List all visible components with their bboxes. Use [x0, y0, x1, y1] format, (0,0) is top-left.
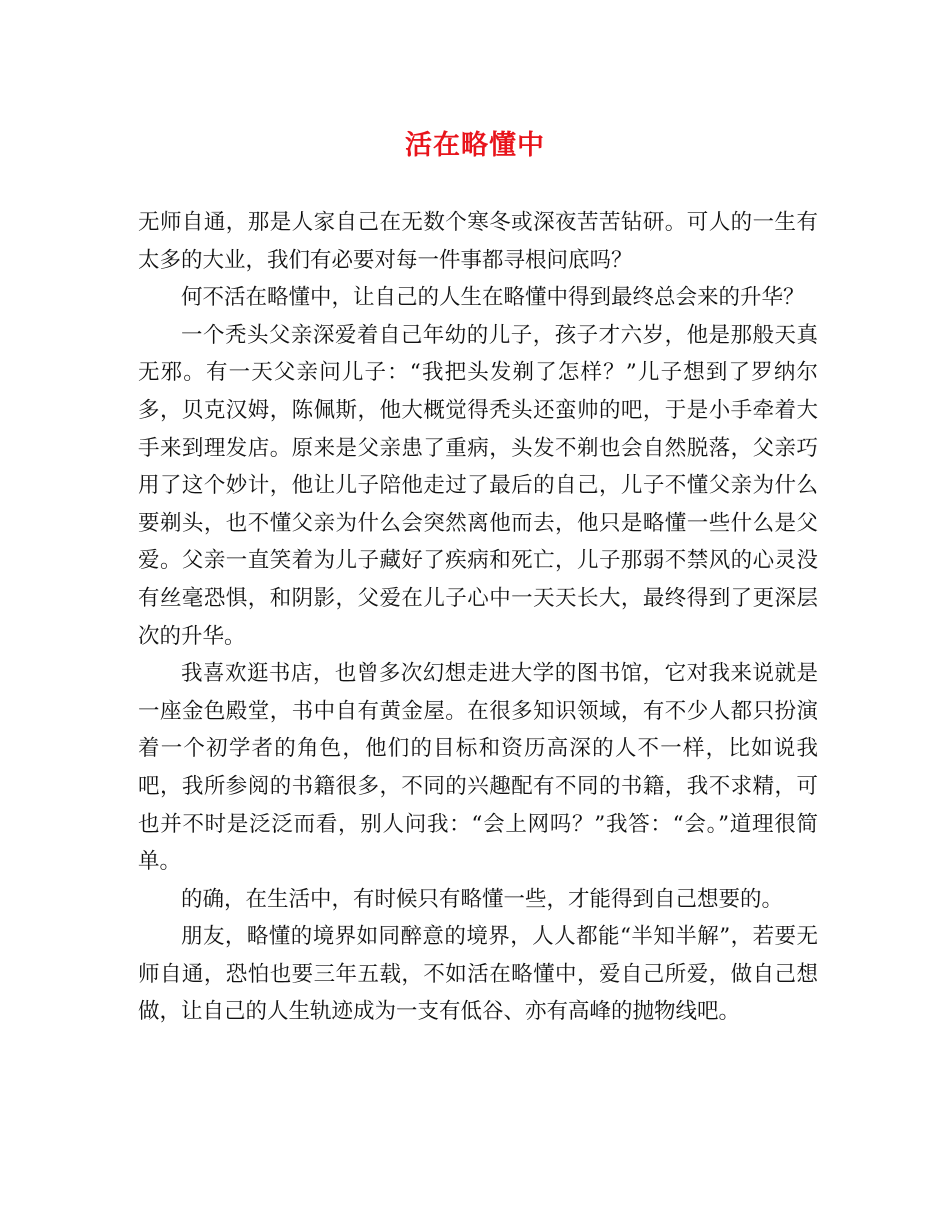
document-body — [138, 204, 818, 1031]
paragraph-4: 我喜欢逛书店，也曾多次幻想走进大学的图书馆，它对我来说就是一座金色殿堂，书中自有黄金屋。在很多知识领域，有不少人都只扮演着一个初学者的角色，他们的目标和资历高深的人不一样，比如说我吧，我所参阅的书籍很多，不同的兴趣配有不同的书籍，我不求精，可也并不时是泛泛而看，别人问我：“会上网吗？”我答：“会。”道理很简单。 — [138, 661, 818, 875]
paragraph-2: 何不活在略懂中，让自己的人生在略懂中得到最终总会来的升华？ — [181, 285, 805, 311]
paragraph-6: 朋友，略懂的境界如同醉意的境界，人人都能“半知半解”，若要无师自通，恐怕也要三年五载，不如活在略懂中，爱自己所爱，做自己想做，让自己的人生轨迹成为一支有低谷、亦有高峰的抛物线吧。 — [138, 924, 818, 1025]
paragraph-3: 一个秃头父亲深爱着自己年幼的儿子，孩子才六岁，他是那般天真无邪。有一天父亲问儿子：“我把头发剃了怎样？”儿子想到了罗纳尔多，贝克汉姆，陈佩斯，他大概觉得秃头还蛮帅的吧，于是小手牵着大手来到理发店。原来是父亲患了重病，头发不剃也会自然脱落，父亲巧用了这个妙计，他让儿子陪他走过了最后的自己，儿子不懂父亲为什么要剃头，也不懂父亲为什么会突然离他而去，他只是略懂一些什么是父爱。父亲一直笑着为儿子藏好了疾病和死亡，儿子那弱不禁风的心灵没有丝毫恐惧，和阴影，父爱在儿子心中一天天长大，最终得到了更深层次的升华。 — [138, 322, 818, 649]
document-title: 活在略懂中 — [405, 130, 545, 161]
paragraph-1: 无师自通，那是人家自己在无数个寒冬或深夜苦苦钻研。可人的一生有太多的大业，我们有必要对每一件事都寻根问底吗？ — [138, 210, 818, 273]
paragraph-5: 的确，在生活中，有时候只有略懂一些，才能得到自己想要的。 — [181, 886, 784, 912]
